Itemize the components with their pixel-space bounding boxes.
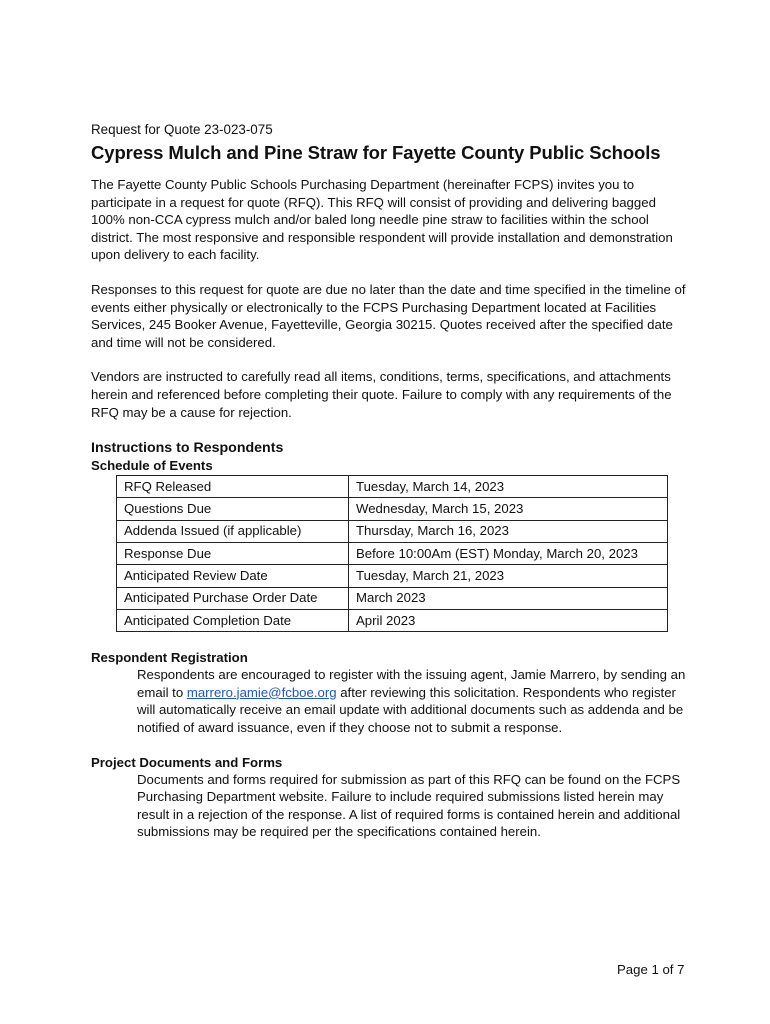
- table-row: [117, 498, 668, 520]
- table-row: [117, 609, 668, 631]
- registration-text-after: after reviewing this solicitation. Respondents who register will automatically receive an email update with additional documents such as addenda and be notified of award issuance, even if they choose not to submit a response.: [137, 684, 684, 735]
- event-cell: RFQ Released: [117, 476, 349, 498]
- page-number: Page 1 of 7: [617, 962, 685, 977]
- date-cell: April 2023: [349, 609, 668, 631]
- intro-paragraph-2: Responses to this request for quote are due no later than the date and time specified in the timeline of events either physically or electronically to the FCPS Purchasing Department located at Facilities Services, 245 Booker Avenue, Fayetteville, Georgia 30215. Quotes received after the specified date and time will not be considered.: [91, 281, 686, 350]
- event-cell: Anticipated Review Date: [117, 565, 349, 587]
- event-cell: Anticipated Completion Date: [117, 609, 349, 631]
- table-row: [117, 543, 668, 565]
- document-body: [91, 121, 691, 841]
- event-cell: Response Due: [117, 543, 349, 565]
- date-cell: Wednesday, March 15, 2023: [349, 498, 668, 520]
- table-row: [117, 587, 668, 609]
- document-title: Cypress Mulch and Pine Straw for Fayette County Public Schools: [91, 142, 661, 163]
- documents-paragraph: Documents and forms required for submission as part of this RFQ can be found on the FCPS Purchasing Department website. Failure to include required submissions listed herein may result in a rejection of the response. A list of required forms is contained herein and additional submissions may be required per the specifications contained herein.: [137, 771, 681, 840]
- event-cell: Addenda Issued (if applicable): [117, 520, 349, 542]
- schedule-of-events-table: [116, 475, 668, 632]
- documents-heading: Project Documents and Forms: [91, 754, 283, 770]
- date-cell: Tuesday, March 14, 2023: [349, 476, 668, 498]
- registration-heading: Respondent Registration: [91, 650, 248, 666]
- email-link[interactable]: marrero.jamie@fcboe.org: [186, 684, 337, 700]
- event-cell: Questions Due: [117, 498, 349, 520]
- table-row: [117, 476, 668, 498]
- intro-paragraph-1: The Fayette County Public Schools Purchasing Department (hereinafter FCPS) invites you to participate in a request for quote (RFQ). This RFQ will consist of providing and delivering bagged 100% non-CCA cypress mulch and/or baled long needle pine straw to facilities within the school district. The most responsive and responsible respondent will provide installation and demonstration upon delivery to each facility.: [91, 177, 673, 263]
- registration-text-before: Respondents are encouraged to register with the issuing agent, Jamie Marrero, by sending an email to: [137, 667, 686, 700]
- date-cell: Tuesday, March 21, 2023: [349, 565, 668, 587]
- intro-paragraph-3: Vendors are instructed to carefully read all items, conditions, terms, specifications, and attachments herein and referenced before completing their quote. Failure to comply with any requirements of the RFQ may be a cause for rejection.: [91, 369, 672, 420]
- rfq-number: Request for Quote 23-023-075: [91, 122, 273, 137]
- schedule-heading: Schedule of Events: [91, 458, 213, 474]
- event-cell: Anticipated Purchase Order Date: [117, 587, 349, 609]
- instructions-heading: Instructions to Respondents: [91, 440, 284, 457]
- date-cell: Before 10:00Am (EST) Monday, March 20, 2023: [349, 543, 668, 565]
- date-cell: March 2023: [349, 587, 668, 609]
- table-row: [117, 565, 668, 587]
- registration-paragraph: [137, 666, 691, 736]
- date-cell: Thursday, March 16, 2023: [349, 520, 668, 542]
- table-row: [117, 520, 668, 542]
